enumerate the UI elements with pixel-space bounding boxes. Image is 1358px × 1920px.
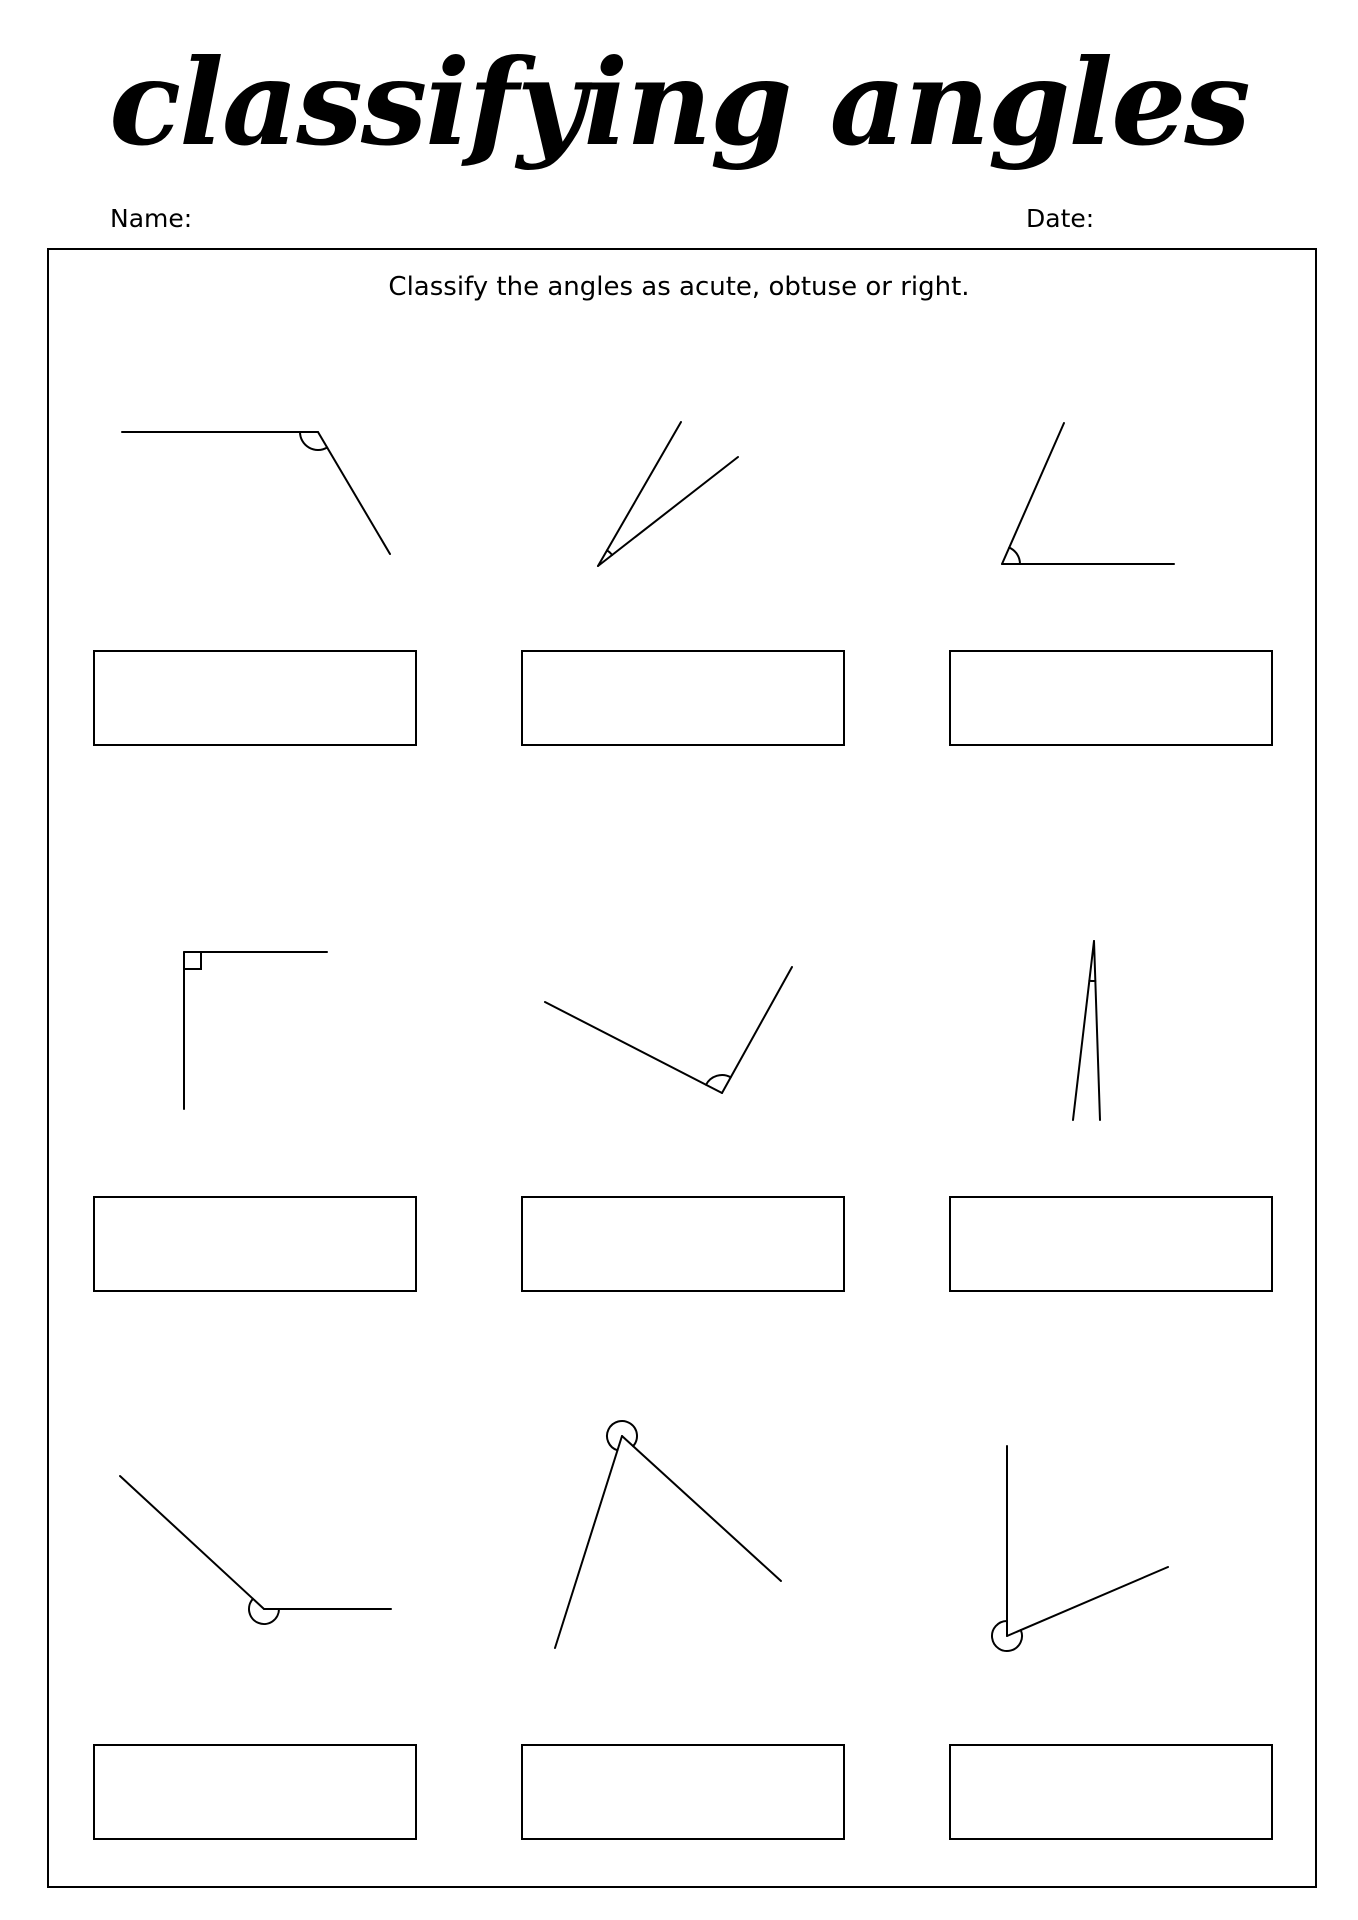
angle-ray — [545, 1002, 722, 1093]
instructions: Classify the angles as acute, obtuse or right. — [388, 272, 970, 302]
date-label: Date: — [1026, 204, 1095, 233]
answer-box-4[interactable] — [93, 1196, 417, 1292]
answer-box-6[interactable] — [949, 1196, 1273, 1292]
angle-ray — [1002, 423, 1064, 564]
angle-ray — [120, 1476, 264, 1609]
angle-4 — [184, 952, 327, 1109]
answer-box-1[interactable] — [93, 650, 417, 746]
answer-box-5[interactable] — [521, 1196, 845, 1292]
angle-ray — [598, 422, 681, 566]
angle-7 — [120, 1476, 391, 1624]
angle-ray — [1007, 1567, 1168, 1636]
right-angle-marker — [184, 952, 201, 969]
answer-box-8[interactable] — [521, 1744, 845, 1840]
angle-3 — [1002, 423, 1174, 564]
worksheet-title: classifying angles — [109, 33, 1249, 172]
answer-box-2[interactable] — [521, 650, 845, 746]
angle-ray — [622, 1436, 781, 1581]
answer-box-7[interactable] — [93, 1744, 417, 1840]
answer-box-3[interactable] — [949, 650, 1273, 746]
angle-8 — [555, 1421, 781, 1648]
answer-box-9[interactable] — [949, 1744, 1273, 1840]
angle-2 — [598, 422, 738, 566]
angle-9 — [992, 1446, 1168, 1651]
angle-ray — [555, 1436, 622, 1648]
angle-5 — [545, 967, 792, 1093]
angle-ray — [598, 457, 738, 566]
angle-ray — [318, 432, 390, 554]
angle-arc-marker — [607, 550, 612, 555]
angle-6 — [1073, 941, 1100, 1120]
angle-ray — [1094, 941, 1100, 1120]
angle-arc-marker — [1009, 548, 1020, 564]
angle-1 — [122, 432, 390, 554]
angle-ray — [1073, 941, 1094, 1120]
angle-ray — [722, 967, 792, 1093]
name-label: Name: — [110, 204, 193, 233]
reflex-angle-marker — [249, 1599, 279, 1624]
